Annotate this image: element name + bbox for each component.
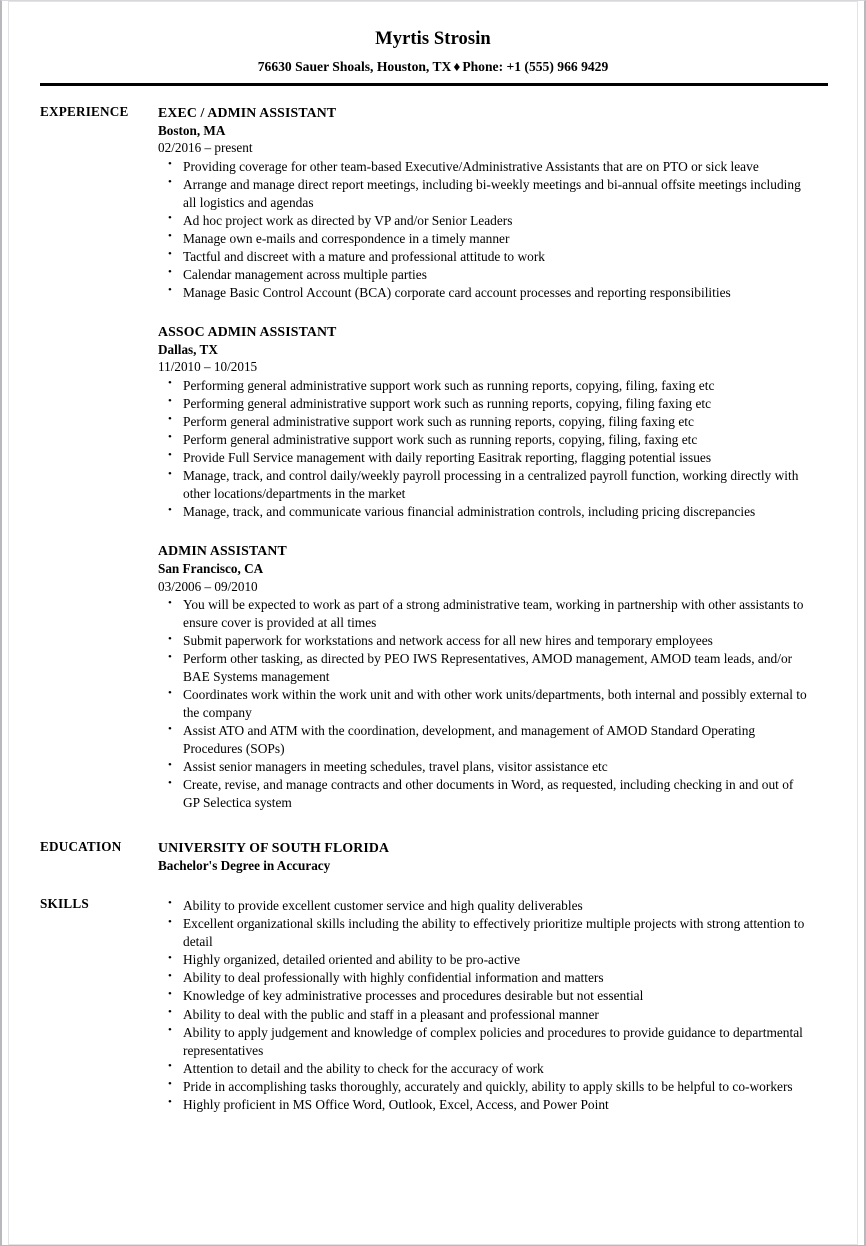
skill-bullet: • Ability to provide excellent customer service and high quality deliverables [158, 897, 809, 915]
job-bullet: • Performing general administrative support work such as running reports, copying, filing, faxing etc [158, 377, 809, 395]
section-label-experience: EXPERIENCE [40, 103, 129, 119]
job-dates: 03/2006 – 09/2010 [158, 578, 258, 594]
job-bullet: • Performing general administrative support work such as running reports, copying, filing faxing etc [158, 395, 809, 413]
job-bullet: • Coordinates work within the work unit and with other work units/departments, both internal and possibly external to the company [158, 686, 809, 722]
job-bullet: • Manage Basic Control Account (BCA) corporate card account processes and reporting responsibilities [158, 284, 809, 302]
education-item [158, 839, 809, 875]
contact-phone: Phone: +1 (555) 966 9429 [462, 59, 609, 75]
skill-bullet: • Excellent organizational skills including the ability to effectively prioritize multiple projects with strong attention to detail [158, 915, 809, 951]
job-bullet: • Arrange and manage direct report meetings, including bi-weekly meetings and bi-annual offsite meetings including all logistics and agendas [158, 176, 809, 212]
job-bullet: • Tactful and discreet with a mature and professional attitude to work [158, 248, 809, 266]
diamond-separator-icon: ♦ [453, 59, 461, 75]
job-location: Boston, MA [158, 122, 226, 138]
skill-bullet: • Attention to detail and the ability to check for the accuracy of work [158, 1060, 809, 1078]
skill-bullet: • Ability to deal professionally with highly confidential information and matters [158, 969, 809, 987]
education-degree: Bachelor's Degree in Accuracy [158, 858, 331, 874]
job-bullet: • Create, revise, and manage contracts and other documents in Word, as requested, including checking in and out of GP Selectica system [158, 776, 809, 812]
contact-line [9, 59, 857, 75]
job-bullet: • Providing coverage for other team-based Executive/Administrative Assistants that are on PTO or sick leave [158, 158, 809, 176]
contact-address: 76630 Sauer Shoals, Houston, TX [257, 59, 452, 75]
job-bullet: • You will be expected to work as part of a strong administrative team, working in partnership with other assistants to ensure cover is provided at all times [158, 596, 809, 632]
experience-item [158, 104, 809, 302]
experience-list [158, 104, 857, 813]
job-bullet: • Assist senior managers in meeting schedules, travel plans, visitor assistance etc [158, 758, 809, 776]
job-dates: 11/2010 – 10/2015 [158, 359, 258, 375]
job-bullet: • Perform general administrative support work such as running reports, copying, filing faxing etc [158, 413, 809, 431]
experience-item [158, 542, 809, 812]
job-bullet-list [158, 596, 809, 812]
skill-bullet: • Highly proficient in MS Office Word, Outlook, Excel, Access, and Power Point [158, 1096, 809, 1114]
job-bullet-list [158, 158, 809, 302]
job-bullet-list [158, 377, 809, 521]
candidate-name: Myrtis Strosin [375, 29, 491, 49]
section-label-education: EDUCATION [40, 838, 122, 854]
job-bullet: • Perform general administrative support work such as running reports, copying, filing, faxing etc [158, 431, 809, 449]
section-experience [9, 104, 857, 813]
education-school: UNIVERSITY OF SOUTH FLORIDA [158, 839, 390, 855]
resume-header [9, 28, 857, 86]
job-bullet: • Submit paperwork for workstations and network access for all new hires and temporary employees [158, 632, 809, 650]
skill-bullet: • Ability to deal with the public and staff in a pleasant and professional manner [158, 1006, 809, 1024]
job-title: ADMIN ASSISTANT [158, 543, 287, 559]
skills-bullet-list [158, 897, 809, 1114]
job-location: San Francisco, CA [158, 561, 264, 577]
resume-body [9, 86, 857, 1115]
job-location: Dallas, TX [158, 342, 218, 357]
skill-bullet: • Highly organized, detailed oriented and ability to be pro-active [158, 951, 809, 969]
experience-item [158, 323, 809, 521]
job-bullet: • Perform other tasking, as directed by PEO IWS Representatives, AMOD management, AMOD team leads, and/or BAE Systems management [158, 650, 809, 686]
job-bullet: • Manage own e-mails and correspondence in a timely manner [158, 230, 809, 248]
job-bullet: • Calendar management across multiple parties [158, 266, 809, 284]
job-bullet: • Provide Full Service management with daily reporting Easitrak reporting, flagging potential issues [158, 449, 809, 467]
job-title: EXEC / ADMIN ASSISTANT [158, 104, 337, 120]
job-bullet: • Assist ATO and ATM with the coordination, development, and management of AMOD Standard Operating Procedures (SOPs) [158, 722, 809, 758]
skill-bullet: • Pride in accomplishing tasks thoroughly, accurately and quickly, ability to apply skills to be helpful to co-workers [158, 1078, 809, 1096]
education-list [158, 839, 857, 875]
section-skills [9, 896, 857, 1114]
section-education [9, 839, 857, 875]
skill-bullet: • Knowledge of key administrative processes and procedures desirable but not essential [158, 987, 809, 1005]
job-dates: 02/2016 – present [158, 140, 253, 156]
resume-sheet [8, 1, 858, 1245]
job-bullet: • Ad hoc project work as directed by VP and/or Senior Leaders [158, 212, 809, 230]
section-label-skills: SKILLS [40, 895, 89, 911]
skills-list [158, 896, 857, 1114]
job-bullet: • Manage, track, and communicate various financial administration controls, including pricing discrepancies [158, 503, 809, 521]
job-bullet: • Manage, track, and control daily/weekly payroll processing in a centralized payroll function, working directly with other locations/departments in the market [158, 467, 809, 503]
job-title: ASSOC ADMIN ASSISTANT [158, 323, 337, 339]
skill-bullet: • Ability to apply judgement and knowledge of complex policies and procedures to provide guidance to departmental representatives [158, 1024, 809, 1060]
